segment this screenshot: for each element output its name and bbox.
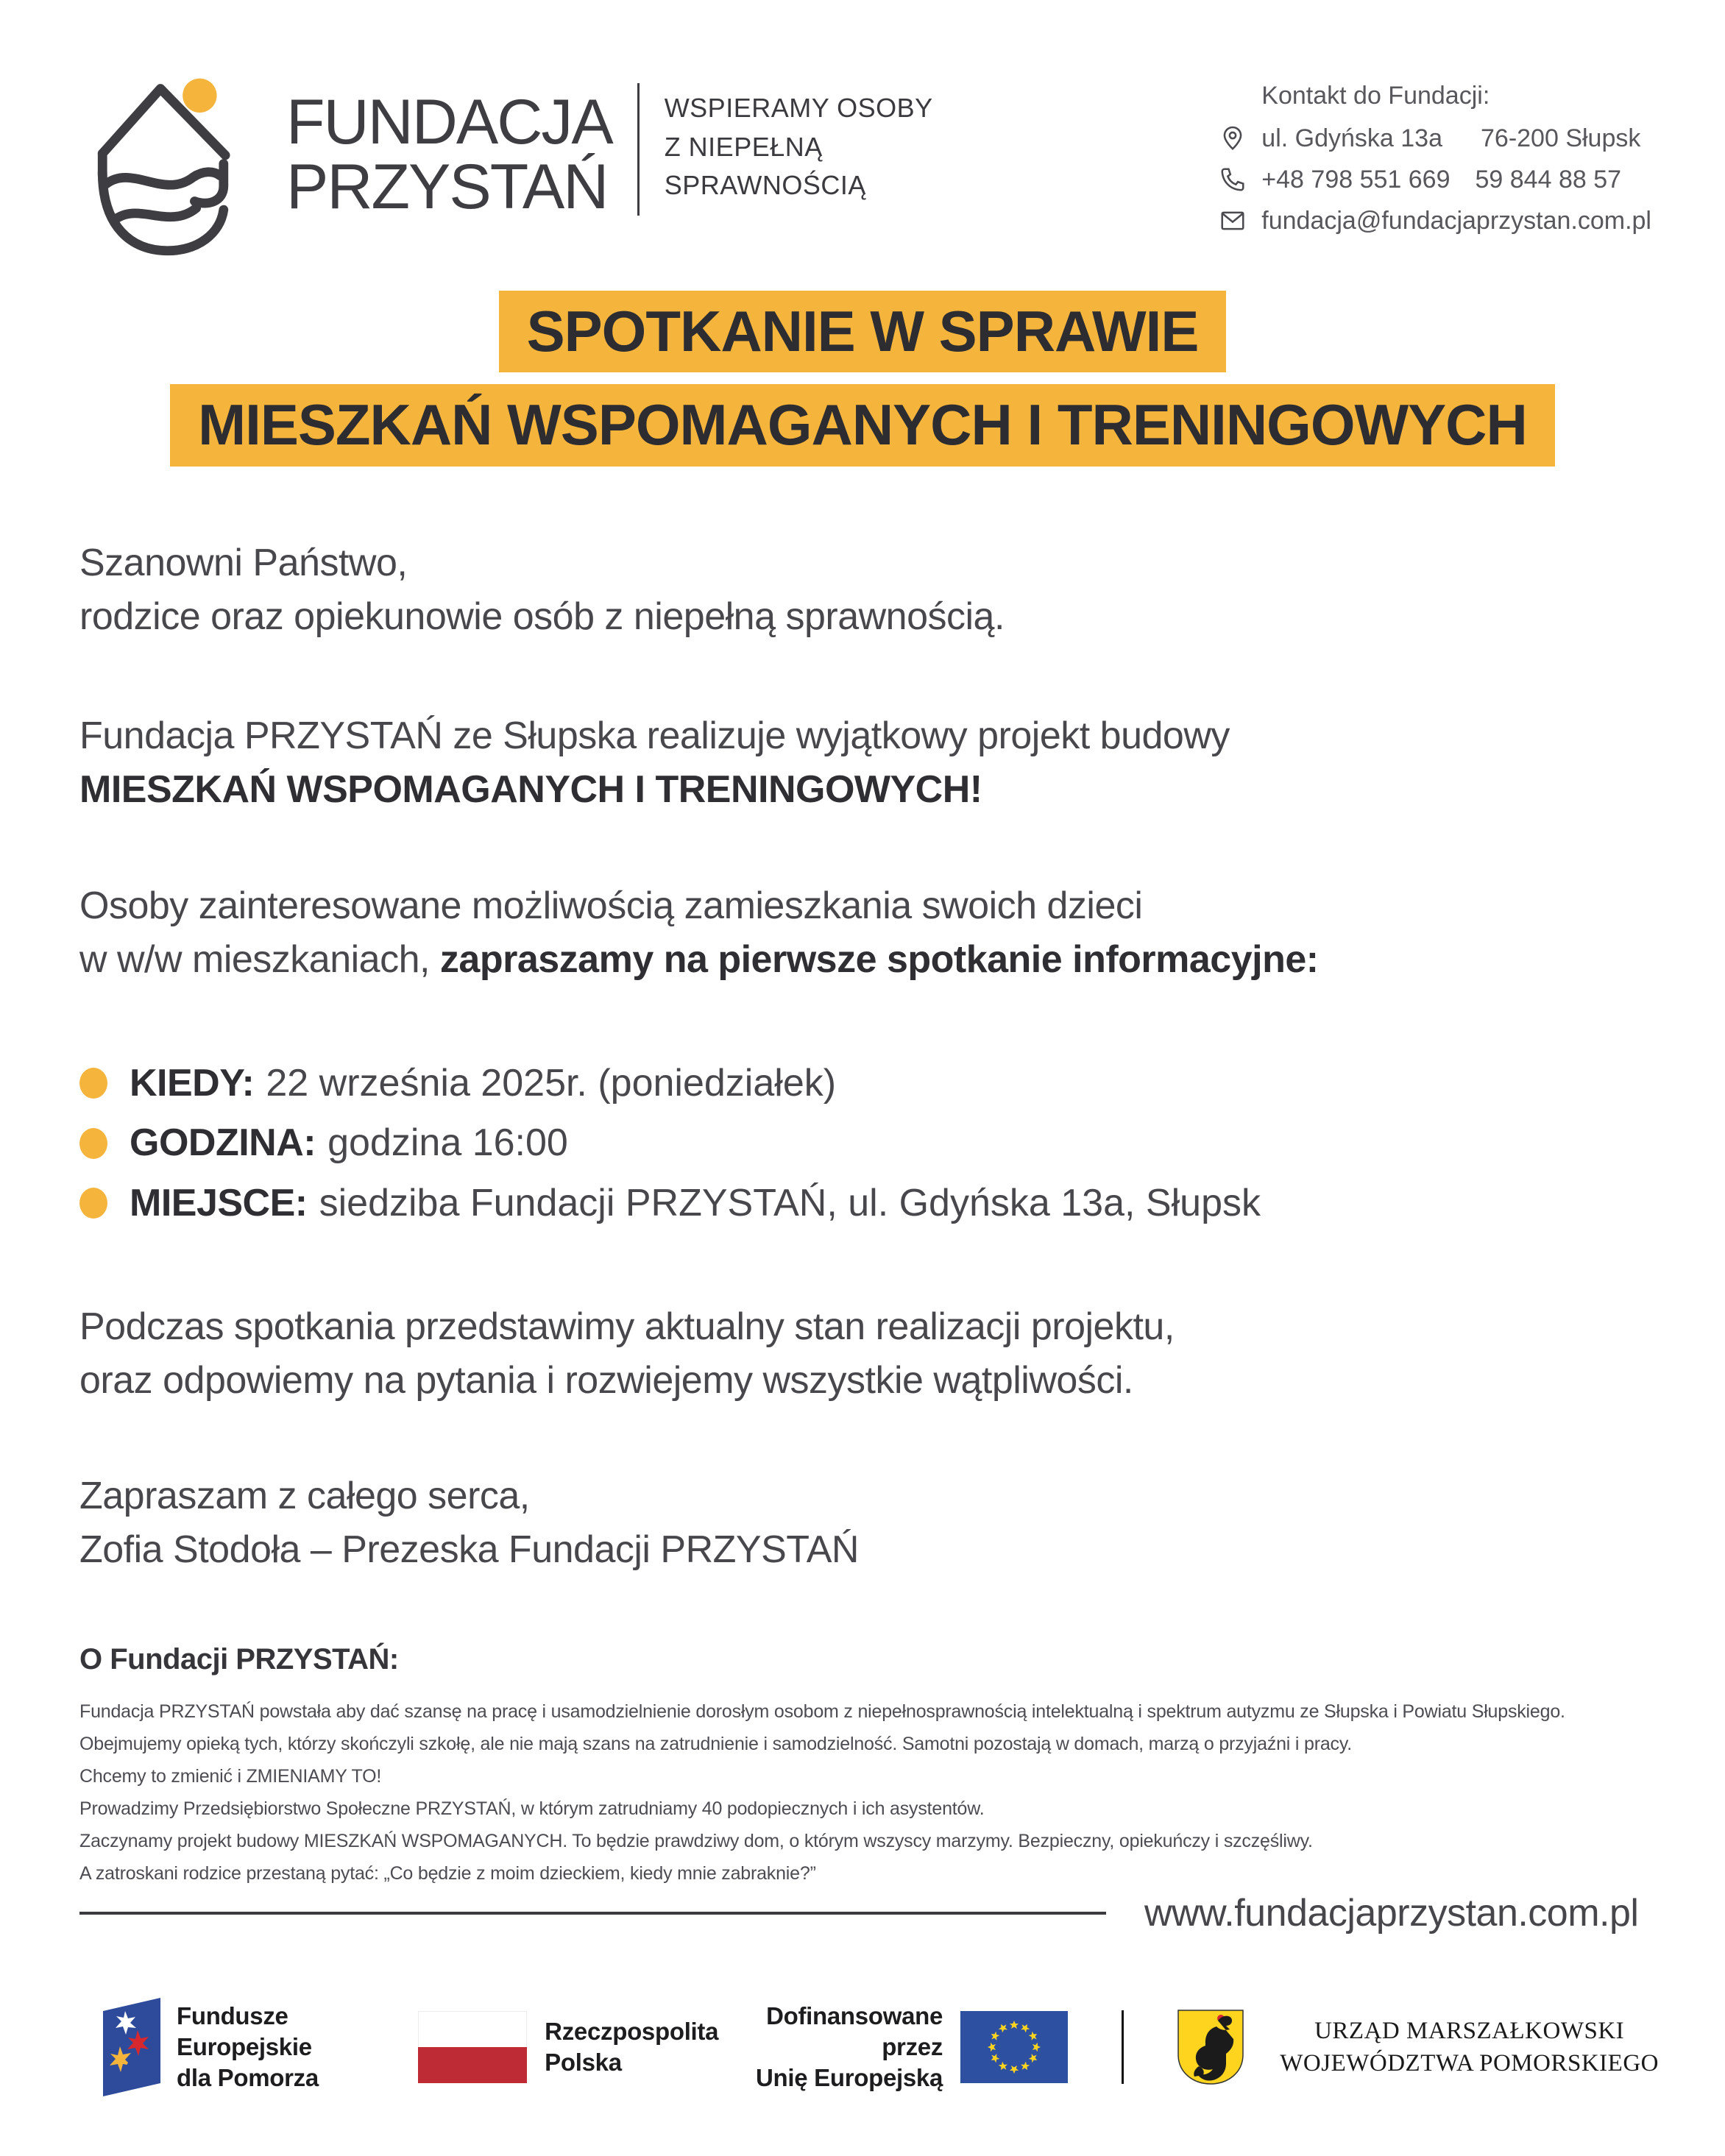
harbor-house-logo-icon: [87, 70, 282, 258]
contact-block: [1219, 83, 1651, 258]
footer-divider-bar: [1122, 2010, 1124, 2084]
cofunded-label-line1: Dofinansowane przez: [766, 2001, 943, 2060]
website-row: [79, 1891, 1646, 1935]
intro-paragraph: [79, 536, 1646, 644]
signoff-paragraph: [79, 1469, 1646, 1577]
bullet-label: MIEJSCE:: [130, 1182, 308, 1225]
pomorskie-griffin-crest: [1177, 2009, 1244, 2085]
poland-flag: [418, 2011, 527, 2083]
eu-flag: [960, 2011, 1068, 2083]
contact-phone-mobile: +48 798 551 669: [1261, 166, 1451, 194]
contact-city: 76-200 Słupsk: [1481, 124, 1641, 152]
title-line1-highlight: SPOTKANIE W SPRAWIE: [499, 291, 1227, 372]
list-item-when: [79, 1057, 1646, 1110]
poland-label-line1: Rzeczpospolita: [545, 2017, 719, 2045]
bullet-dot-icon: [79, 1188, 107, 1219]
about-text: [79, 1695, 1646, 1890]
bullet-dot-icon: [79, 1128, 107, 1159]
project-line2: [79, 763, 1646, 817]
foundation-name-line2: PRZYSTAŃ: [286, 151, 608, 222]
foundation-tagline: [665, 89, 933, 205]
phone-icon: [1219, 166, 1247, 194]
project-line2-bold: MIESZKAŃ WSPOMAGANYCH I TRENINGOWYCH!: [79, 768, 982, 812]
title-block: [0, 291, 1725, 467]
eu-funds-label: [177, 2001, 376, 2094]
marshal-label-line1: URZĄD MARSZAŁKOWSKI: [1314, 2017, 1625, 2044]
bullet-label: GODZINA:: [130, 1121, 316, 1165]
contact-phone-landline: 59 844 88 57: [1475, 166, 1622, 194]
title-row1: [0, 291, 1725, 372]
invite-line2: [79, 933, 1646, 987]
about-line: Fundacja PRZYSTAŃ powstała aby dać szansę na pracę i usamodzielnienie dorosłym osobom z niepełnosprawnością intelektualną i spektrum autyzmu ze Słupska i Powiatu Słupskiego.: [79, 1701, 1565, 1723]
poland-flag-red-stripe: [418, 2047, 527, 2083]
invite-line2-regular: w w/w mieszkaniach,: [79, 937, 440, 981]
about-line: Zaczynamy projekt budowy MIESZKAŃ WSPOMAGANYCH. To będzie prawdziwy dom, o którym wszyscy marzymy. Bezpieczny, opiekuńczy i szczęśliwy.: [79, 1831, 1313, 1852]
cofunded-label-line2: Unię Europejską: [755, 2064, 943, 2092]
logo-divider: [637, 83, 640, 216]
eu-funds-label-line1: Fundusze Europejskie: [177, 2001, 312, 2060]
about-line: A zatroskani rodzice przestaną pytać: „Co będzie z moim dzieckiem, kiedy mnie zabraknie?”: [79, 1863, 816, 1884]
closing-line1: Podczas spotkania przedstawimy aktualny stan realizacji projektu,: [79, 1305, 1175, 1348]
about-section: [79, 1643, 1646, 1890]
bullet-text: 22 września 2025r. (poniedziałek): [266, 1061, 837, 1104]
foundation-logo: [87, 70, 933, 258]
header: [87, 70, 1651, 258]
invite-line2-bold: zapraszamy na pierwsze spotkanie informacyjne:: [439, 937, 1319, 981]
website-url[interactable]: www.fundacjaprzystan.com.pl: [1144, 1892, 1639, 1935]
divider-rule: [79, 1912, 1106, 1915]
tagline-line3: SPRAWNOŚCIĄ: [664, 170, 866, 201]
list-item-place: [79, 1177, 1646, 1230]
poland-label: [545, 2016, 718, 2078]
bullet-label: KIEDY:: [130, 1061, 255, 1104]
tagline-line2: Z NIEPEŁNĄ: [664, 131, 823, 162]
about-heading: O Fundacji PRZYSTAŃ:: [79, 1643, 399, 1676]
poland-label-line2: Polska: [545, 2049, 622, 2077]
about-line: Prowadzimy Przedsiębiorstwo Społeczne PRZYSTAŃ, w którym zatrudniamy 40 podopiecznych i ich asystentów.: [79, 1798, 985, 1820]
signoff-line1: Zapraszam z całego serca,: [79, 1475, 530, 1518]
project-line1: Fundacja PRZYSTAŃ ze Słupska realizuje wyjątkowy projekt budowy: [79, 714, 1230, 758]
bullet-dot-icon: [79, 1068, 107, 1099]
marshal-office-label: [1280, 2015, 1659, 2080]
invite-paragraph: [79, 879, 1646, 987]
closing-line2: oraz odpowiemy na pytania i rozwiejemy wszystkie wątpliwości.: [79, 1358, 1133, 1402]
title-row2: [0, 384, 1725, 466]
contact-email[interactable]: fundacja@fundacjaprzystan.com.pl: [1261, 207, 1651, 235]
meeting-details-list: [79, 1057, 1646, 1230]
contact-street: ul. Gdyńska 13a: [1261, 124, 1442, 152]
body-copy: [79, 536, 1646, 1935]
footer-logos: [103, 1998, 1659, 2096]
envelope-icon: [1219, 207, 1247, 235]
eu-funds-logo: [103, 1998, 160, 2096]
intro-line1: Szanowni Państwo,: [79, 541, 408, 584]
title-line2-highlight: MIESZKAŃ WSPOMAGANYCH I TRENINGOWYCH: [170, 384, 1555, 466]
bullet-text: godzina 16:00: [327, 1121, 568, 1165]
cofunded-label: [751, 2001, 943, 2094]
contact-title: Kontakt do Fundacji:: [1261, 82, 1490, 110]
map-pin-icon: [1219, 124, 1247, 152]
about-line: Obejmujemy opieką tych, którzy skończyli szkołę, ale nie mają szans na zatrudnienie i samodzielność. Samotni pozostają w domach, marzą o przyjaźni i pracy.: [79, 1734, 1353, 1755]
bullet-text: siedziba Fundacji PRZYSTAŃ, ul. Gdyńska 13a, Słupsk: [319, 1182, 1261, 1225]
closing-paragraph: [79, 1300, 1646, 1408]
contact-phone-row: [1219, 166, 1651, 194]
poland-flag-white-stripe: [418, 2011, 527, 2047]
project-paragraph: [79, 709, 1646, 817]
foundation-name: [286, 87, 612, 222]
list-item-time: [79, 1116, 1646, 1170]
about-line: Chcemy to zmienić i ZMIENIAMY TO!: [79, 1766, 382, 1787]
foundation-name-line1: FUNDACJA: [286, 87, 612, 157]
contact-email-row: [1219, 207, 1651, 235]
contact-address-row: [1219, 124, 1651, 152]
intro-line2: rodzice oraz opiekunowie osób z niepełną sprawnością.: [79, 595, 1005, 638]
eu-funds-label-line2: dla Pomorza: [177, 2064, 319, 2092]
tagline-line1: WSPIERAMY OSOBY: [664, 93, 933, 123]
signoff-line2: Zofia Stodoła – Prezeska Fundacji PRZYSTAŃ: [79, 1528, 859, 1572]
invite-line1: Osoby zainteresowane możliwością zamieszkania swoich dzieci: [79, 884, 1143, 927]
marshal-label-line2: WOJEWÓDZTWA POMORSKIEGO: [1280, 2050, 1659, 2077]
